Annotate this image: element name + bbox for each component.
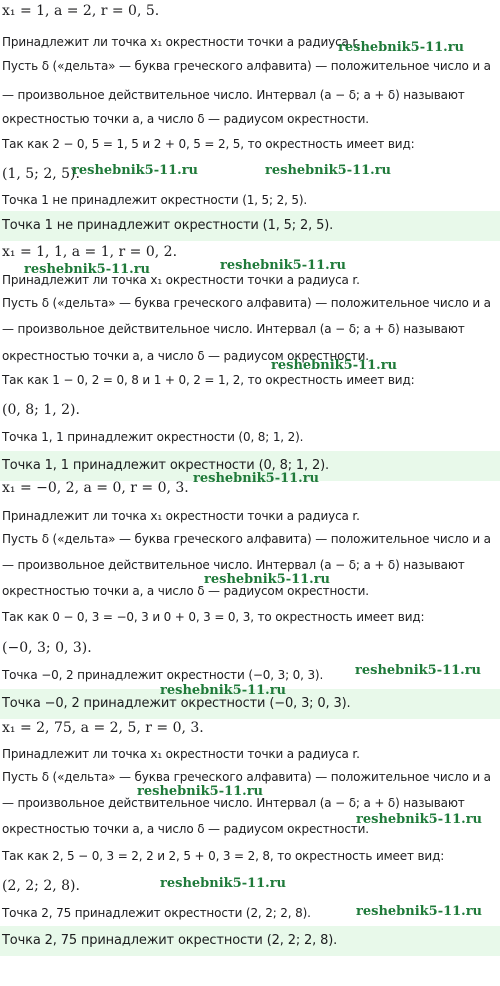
answer-box: Точка 1 не принадлежит окрестности (1, 5; 2, 5). bbox=[0, 211, 500, 241]
definition-line-1: Пусть δ («дельта» — буква греческого алфавита) — положительное число и a bbox=[2, 296, 491, 310]
question-text: Принадлежит ли точка x₁ окрестности точки a радиуса r. bbox=[2, 35, 360, 49]
answer-box: Точка −0, 2 принадлежит окрестности (−0, 3; 0, 3). bbox=[0, 689, 500, 719]
definition-line-3: окрестностью точки a, а число δ — радиусом окрестности. bbox=[2, 112, 369, 126]
interval-formula: (0, 8; 1, 2). bbox=[2, 402, 80, 418]
watermark: reshebnik5-11.ru bbox=[338, 40, 465, 55]
interval-formula: (2, 2; 2, 8). bbox=[2, 878, 80, 894]
watermark: reshebnik5-11.ru bbox=[356, 812, 483, 827]
definition-line-2: — произвольное действительное число. Интервал (a − δ; a + δ) называют bbox=[2, 88, 465, 102]
watermark: reshebnik5-11.ru bbox=[265, 163, 392, 178]
given-values: x₁ = −0, 2, a = 0, r = 0, 3. bbox=[2, 480, 189, 496]
given-values: x₁ = 1, a = 2, r = 0, 5. bbox=[2, 3, 160, 19]
definition-line-1: Пусть δ («дельта» — буква греческого алфавита) — положительное число и a bbox=[2, 770, 491, 784]
watermark: reshebnik5-11.ru bbox=[193, 471, 320, 486]
calculation-text: Так как 0 − 0, 3 = −0, 3 и 0 + 0, 3 = 0, 3, то окрестность имеет вид: bbox=[2, 610, 425, 624]
result-text: Точка 1, 1 принадлежит окрестности (0, 8; 1, 2). bbox=[2, 430, 304, 444]
definition-line-2: — произвольное действительное число. Интервал (a − δ; a + δ) называют bbox=[2, 796, 465, 810]
calculation-text: Так как 1 − 0, 2 = 0, 8 и 1 + 0, 2 = 1, 2, то окрестность имеет вид: bbox=[2, 373, 415, 387]
watermark: reshebnik5-11.ru bbox=[204, 572, 331, 587]
watermark: reshebnik5-11.ru bbox=[356, 904, 483, 919]
watermark: reshebnik5-11.ru bbox=[271, 358, 398, 373]
result-text: Точка 1 не принадлежит окрестности (1, 5; 2, 5). bbox=[2, 193, 308, 207]
watermark: reshebnik5-11.ru bbox=[160, 876, 287, 891]
answer-box: Точка 1, 1 принадлежит окрестности (0, 8; 1, 2). bbox=[0, 451, 500, 481]
definition-line-3: окрестностью точки a, а число δ — радиусом окрестности. bbox=[2, 584, 369, 598]
watermark: reshebnik5-11.ru bbox=[137, 784, 264, 799]
watermark: reshebnik5-11.ru bbox=[72, 163, 199, 178]
watermark: reshebnik5-11.ru bbox=[355, 663, 482, 678]
definition-line-1: Пусть δ («дельта» — буква греческого алфавита) — положительное число и a bbox=[2, 59, 491, 73]
watermark: reshebnik5-11.ru bbox=[220, 258, 347, 273]
given-values: x₁ = 2, 75, a = 2, 5, r = 0, 3. bbox=[2, 720, 204, 736]
answer-box: Точка 2, 75 принадлежит окрестности (2, 2; 2, 8). bbox=[0, 926, 500, 956]
definition-line-3: окрестностью точки a, а число δ — радиусом окрестности. bbox=[2, 349, 369, 363]
result-text: Точка −0, 2 принадлежит окрестности (−0, 3; 0, 3). bbox=[2, 668, 324, 682]
interval-formula: (1, 5; 2, 5). bbox=[2, 166, 80, 182]
definition-line-3: окрестностью точки a, а число δ — радиусом окрестности. bbox=[2, 822, 369, 836]
interval-formula: (−0, 3; 0, 3). bbox=[2, 640, 92, 656]
calculation-text: Так как 2 − 0, 5 = 1, 5 и 2 + 0, 5 = 2, 5, то окрестность имеет вид: bbox=[2, 137, 415, 151]
given-values: x₁ = 1, 1, a = 1, r = 0, 2. bbox=[2, 244, 178, 260]
question-text: Принадлежит ли точка x₁ окрестности точки a радиуса r. bbox=[2, 273, 360, 287]
watermark: reshebnik5-11.ru bbox=[160, 683, 287, 698]
watermark: reshebnik5-11.ru bbox=[24, 262, 151, 277]
calculation-text: Так как 2, 5 − 0, 3 = 2, 2 и 2, 5 + 0, 3 = 2, 8, то окрестность имеет вид: bbox=[2, 849, 445, 863]
definition-line-1: Пусть δ («дельта» — буква греческого алфавита) — положительное число и a bbox=[2, 532, 491, 546]
question-text: Принадлежит ли точка x₁ окрестности точки a радиуса r. bbox=[2, 509, 360, 523]
question-text: Принадлежит ли точка x₁ окрестности точки a радиуса r. bbox=[2, 747, 360, 761]
definition-line-2: — произвольное действительное число. Интервал (a − δ; a + δ) называют bbox=[2, 558, 465, 572]
definition-line-2: — произвольное действительное число. Интервал (a − δ; a + δ) называют bbox=[2, 322, 465, 336]
result-text: Точка 2, 75 принадлежит окрестности (2, 2; 2, 8). bbox=[2, 906, 311, 920]
